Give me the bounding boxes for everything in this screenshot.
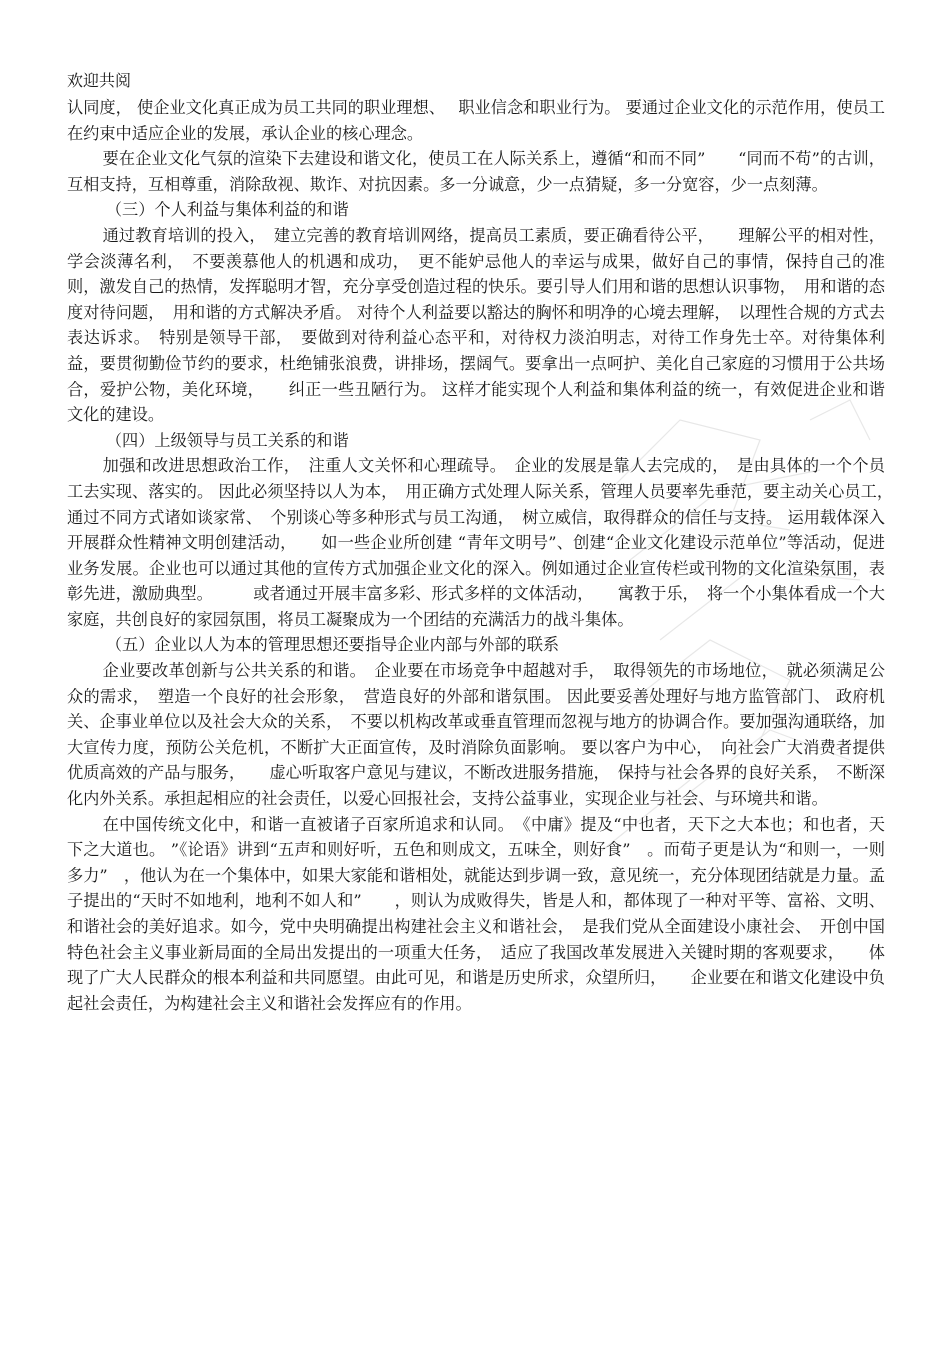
section-heading: （五）企业以人为本的管理思想还要指导企业内部与外部的联系 [105,635,560,655]
paragraph: 通过教育培训的投入， 建立完善的教育培训网络，提高员工素质，要正确看待公平， 理解公平的相对性，学会淡薄名利， 不要羡慕他人的机遇和成功， 更不能妒忌他人的幸运与成果，做好自己的事情，保持自己的准则，激发自己的热情，发挥聪明才智，充分享受创造过程的快乐。要引导人们用和谐的思想认识事物， 用和谐的态度对待问题， 用和谐的方式解决矛盾。 对待个人利益要以豁达的胸怀和明净的心境去理解， 以理性合规的方式去表达诉求。 特别是领导干部， 要做到对待利益心态平和，对待权力淡泊明志，对待工作身先士卒。对待集体利益，要贯彻勤俭节约的要求，杜绝铺张浪费，讲排场，摆阔气。要拿出一点呵护、美化自己家庭的习惯用于公共场合，爱护公物，美化环境， 纠正一些丑陋行为。 这样才能实现个人利益和集体利益的统一，有效促进企业和谐文化的建设。 [67,225,885,425]
document-body [67,95,902,1016]
paragraph: 在中国传统文化中，和谐一直被诸子百家所追求和认同。 《中庸》提及“中也者，天下之大本也；和也者，天下之大道也。 ”《论语》讲到“五声和则好听，五色和则成文，五味全，则好食” 。而荀子更是认为“和则一，一则多力” ，他认为在一个集体中，如果大家能和谐相处，就能达到步调一致，意见统一，充分体现团结就是力量。孟子提出的“天时不如地利，地利不如人和” ，则认为成败得失，皆是人和，都体现了一种对平等、富裕、文明、和谐社会的美好追求。如今，党中央明确提出构建社会主义和谐社会， 是我们党从全面建设小康社会、 开创中国特色社会主义事业新局面的全局出发提出的一项重大任务， 适应了我国改革发展进入关键时期的客观要求， 体现了广大人民群众的根本利益和共同愿望。由此可见，和谐是历史所求，众望所归， 企业要在和谐文化建设中负起社会责任，为构建社会主义和谐社会发挥应有的作用。 [67,814,885,1013]
paragraph: 认同度， 使企业文化真正成为员工共同的职业理想、 职业信念和职业行为。 要通过企业文化的示范作用，使员工在约束中适应企业的发展，承认企业的核心理念。 [67,98,885,143]
paragraph: 要在企业文化气氛的渲染下去建设和谐文化，使员工在人际关系上，遵循“和而不同” “同而不苟”的古训，互相支持，互相尊重，消除敌视、欺诈、对抗因素。多一分诚意，少一点猜疑，多一分宽容，少一点刻薄。 [67,149,885,194]
section-heading: （四）上级领导与员工关系的和谐 [105,430,349,450]
paragraph: 加强和改进思想政治工作， 注重人文关怀和心理疏导。 企业的发展是靠人去完成的， 是由具体的一个个员工去实现、落实的。 因此必须坚持以人为本， 用正确方式处理人际关系，管理人员要率先垂范，要主动关心员工， 通过不同方式诸如谈家常、 个别谈心等多种形式与员工沟通， 树立威信，取得群众的信任与支持。 运用载体深入开展群众性精神文明创建活动， 如一些企业所创建 “青年文明号”、创建“企业文化建设示范单位”等活动，促进业务发展。企业也可以通过其他的宣传方式加强企业文化的深入。例如通过企业宣传栏或刊物的文化渲染氛围，表彰先进，激励典型。 或者通过开展丰富多彩、形式多样的文体活动， 寓教于乐， 将一个小集体看成一个大家庭，共创良好的家园氛围，将员工凝聚成为一个团结的充满活力的战斗集体。 [67,456,902,629]
section-heading: （三）个人利益与集体利益的和谐 [105,200,349,220]
paragraph: 企业要改革创新与公共关系的和谐。 企业要在市场竞争中超越对手， 取得领先的市场地位， 就必须满足公众的需求， 塑造一个良好的社会形象， 营造良好的外部和谐氛围。 因此要妥善处理好与地方监管部门、 政府机关、企事业单位以及社会大众的关系， 不要以机构改革或垂直管理而忽视与地方的协调合作。要加强沟通联络，加大宣传力度，预防公关危机，不断扩大正面宣传，及时消除负面影响。 要以客户为中心， 向社会广大消费者提供优质高效的产品与服务， 虚心听取客户意见与建议，不断改进服务措施， 保持与社会各界的良好关系， 不断深化内外关系。承担起相应的社会责任，以爱心回报社会，支持公益事业，实现企业与社会、与环境共和谐。 [67,661,885,809]
page-header: 欢迎共阅 [67,71,132,90]
